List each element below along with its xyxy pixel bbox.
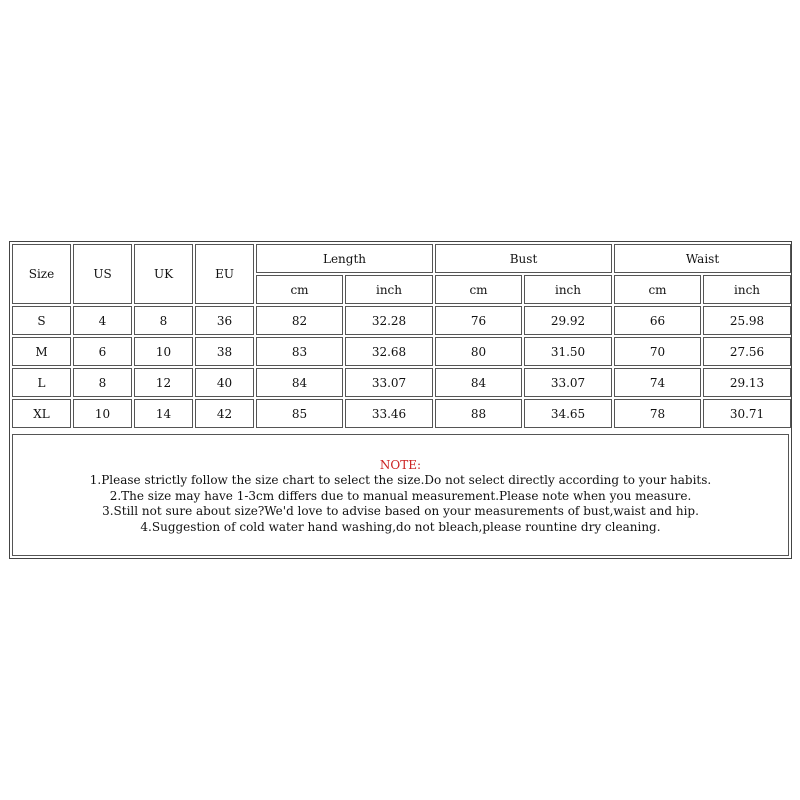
cell-length-inch: 33.46 — [345, 399, 433, 428]
cell-eu: 36 — [195, 306, 254, 335]
cell-length-inch: 32.68 — [345, 337, 433, 366]
cell-length-cm: 85 — [256, 399, 343, 428]
cell-size: S — [12, 306, 71, 335]
cell-length-cm: 84 — [256, 368, 343, 397]
note-line-4: 4.Suggestion of cold water hand washing,do not bleach,please rountine dry cleaning. — [140, 519, 661, 534]
size-chart — [9, 241, 792, 559]
header-row — [12, 244, 791, 273]
cell-eu: 40 — [195, 368, 254, 397]
cell-us: 10 — [73, 399, 132, 428]
cell-waist-inch: 25.98 — [703, 306, 791, 335]
cell-waist-inch: 29.13 — [703, 368, 791, 397]
cell-us: 8 — [73, 368, 132, 397]
cell-waist-cm: 70 — [614, 337, 701, 366]
cell-eu: 42 — [195, 399, 254, 428]
cell-eu: 38 — [195, 337, 254, 366]
header-bust: Bust — [435, 244, 612, 273]
cell-bust-inch: 31.50 — [524, 337, 612, 366]
table-row — [12, 306, 791, 335]
cell-uk: 12 — [134, 368, 193, 397]
table-row — [12, 399, 791, 428]
cell-bust-inch: 29.92 — [524, 306, 612, 335]
cell-size: XL — [12, 399, 71, 428]
note-line-2: 2.The size may have 1-3cm differs due to manual measurement.Please note when you measure. — [109, 488, 692, 503]
cell-bust-cm: 88 — [435, 399, 522, 428]
cell-uk: 10 — [134, 337, 193, 366]
header-waist: Waist — [614, 244, 791, 273]
table-row — [12, 368, 791, 397]
cell-size: M — [12, 337, 71, 366]
cell-size: L — [12, 368, 71, 397]
cell-uk: 14 — [134, 399, 193, 428]
cell-bust-inch: 33.07 — [524, 368, 612, 397]
header-bust-inch: inch — [524, 275, 612, 304]
cell-us: 4 — [73, 306, 132, 335]
note-title: NOTE: — [379, 458, 422, 472]
cell-length-inch: 32.28 — [345, 306, 433, 335]
size-table — [10, 242, 793, 430]
header-length: Length — [256, 244, 433, 273]
cell-length-inch: 33.07 — [345, 368, 433, 397]
header-bust-cm: cm — [435, 275, 522, 304]
cell-bust-cm: 76 — [435, 306, 522, 335]
cell-waist-cm: 66 — [614, 306, 701, 335]
header-length-cm: cm — [256, 275, 343, 304]
cell-waist-inch: 30.71 — [703, 399, 791, 428]
note-line-1: 1.Please strictly follow the size chart to select the size.Do not select directly according to your habits. — [89, 473, 712, 487]
header-waist-cm: cm — [614, 275, 701, 304]
cell-waist-cm: 74 — [614, 368, 701, 397]
header-uk: UK — [134, 244, 193, 304]
header-size: Size — [12, 244, 71, 304]
cell-waist-cm: 78 — [614, 399, 701, 428]
cell-waist-inch: 27.56 — [703, 337, 791, 366]
cell-bust-cm: 80 — [435, 337, 522, 366]
header-us: US — [73, 244, 132, 304]
header-waist-inch: inch — [703, 275, 791, 304]
cell-us: 6 — [73, 337, 132, 366]
cell-length-cm: 83 — [256, 337, 343, 366]
header-length-inch: inch — [345, 275, 433, 304]
cell-uk: 8 — [134, 306, 193, 335]
cell-bust-inch: 34.65 — [524, 399, 612, 428]
cell-length-cm: 82 — [256, 306, 343, 335]
note-line-3: 3.Still not sure about size?We'd love to advise based on your measurements of bust,waist and hip. — [102, 504, 699, 518]
table-row — [12, 337, 791, 366]
note-box — [12, 434, 789, 556]
cell-bust-cm: 84 — [435, 368, 522, 397]
header-eu: EU — [195, 244, 254, 304]
